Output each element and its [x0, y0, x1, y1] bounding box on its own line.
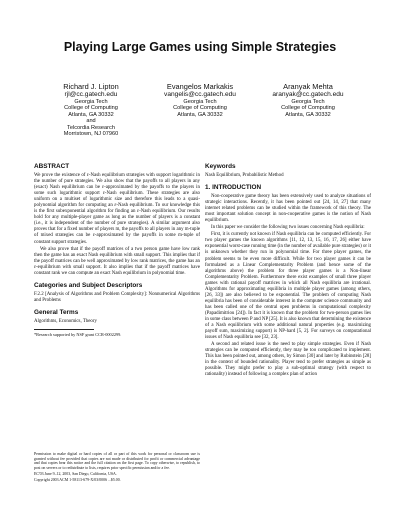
author-affiliation: Atlanta, GA 30332 — [177, 111, 223, 118]
author-name: Evangelos Markakis — [166, 82, 234, 91]
right-column — [205, 163, 371, 379]
author-block — [145, 82, 255, 118]
copyright-line: Copyright 2003 ACM 1-58113-679-X/03/0006 ...$5.00. — [34, 477, 121, 482]
author-email: rjl@cc.gatech.edu — [64, 91, 118, 98]
author-block — [36, 82, 146, 137]
general-terms-heading: General Terms — [34, 308, 79, 316]
keywords-heading: Keywords — [205, 163, 236, 170]
author-affiliation: Georgia Tech — [291, 99, 325, 105]
author-affiliation: College of Computing — [64, 105, 118, 112]
abstract-paragraph: We prove the existence of ε-Nash equilibrium strategies with support logarithmic in the number of pure strategies. We also show that the payoffs to all players in any (exact) Nash equilibrium can be ε-approximated by the payoffs to the players in some such logarithmic support ε-Nash equilibrium. These strategies are also uniform on a multiset of logarithmic size and therefore this leads to a quasi-polynomial algorithm for computing an ε-Nash equilibrium. To our knowledge this is the first subexponential algorithm for finding an ε-Nash equilibrium. Our results hold for any multiple-player game as long as the number of players is a constant (i.e., it is independent of the number of pure strategies). A similar argument also proves that for a fixed number of players m, the payoffs to all players in any m-tuple of mixed strategies can be ε-approximated by the payoffs in some m-tuple of constant support strategies. — [34, 173, 200, 245]
author-affiliation: Morristown, NJ 07960 — [63, 131, 119, 138]
author-affiliation: and — [86, 118, 96, 125]
author-affiliation: Georgia Tech — [183, 99, 217, 105]
author-email: vangelis@cc.gatech.edu — [164, 91, 236, 98]
intro-paragraph: In this paper we consider the following two issues concerning Nash equilibria: — [211, 225, 365, 231]
permission-notice — [34, 452, 200, 483]
author-affiliation: Telcordia Research — [67, 124, 115, 131]
author-name: Aranyak Mehta — [283, 82, 333, 91]
author-affiliation: Atlanta, GA 30332 — [285, 111, 331, 118]
categories-heading: Categories and Subject Descriptors — [34, 281, 143, 289]
general-terms-text: Algorithms, Economics, Theory — [34, 318, 97, 324]
abstract-paragraph: We also prove that if the payoff matrices of a two person game have low rank then the game has an exact Nash equilibrium with small support. This implies that if the payoff matrices can be well approximated by low rank matrices, the game has an ε-equilibrium with small support. It also implies that if the payoff matrices have constant rank we can compute an exact Nash equilibrium in polynomial time. — [34, 246, 200, 276]
author-affiliation: College of Computing — [281, 105, 335, 112]
author-affiliation: Atlanta, GA 30332 — [68, 111, 114, 118]
keywords-text: Nash Equilibrium, Probabilistic Method — [205, 173, 284, 178]
intro-paragraph: First, it is currently not known if Nash equilibria can be computed efficiently. For two player games the known algorithms [11, 12, 13, 15, 16, 17, 26] either have exponential worst-case running time (in the number of available pure strategies) or it is unknown whether they run in polynomial time. For three player games, the problem seems to be even more difficult. While for two player games it can be formulated as a Linear Complementarity Problem (and hence some of the algorithms above) the problem for three player games is a Non-linear Complementarity Problem. Furthermore there exist examples of small three player games with rational payoff matrices in which all Nash equilibria are irrational. Algorithms for approximating equilibria in multiple player games (among others, [26, 33]) are also believed to be exponential. The problem of computing Nash equilibria has been of considerable interest in the computer science community and has been called one of the central open problems in computational complexity (Papadimitriou [24]). In fact it is known that the problem for two-person games lies in some class between P and NP [25]. It is also known that determining the existence of a Nash equilibrium with some additional natural properties (e.g. maximizing payoff sum, maximizing support) is NP-hard [5, 2]. For surveys on computational issues of Nash equilibria see [32, 23]. — [205, 232, 371, 341]
author-affiliation: Georgia Tech — [74, 99, 108, 105]
paper-title: Playing Large Games using Simple Strategies — [63, 40, 337, 54]
categories-text: F.2.2 [Analysis of Algorithms and Problem Complexity]: Nonnumerical Algorithms and Problems — [34, 291, 200, 303]
section-heading: 1. INTRODUCTION — [205, 184, 262, 192]
abstract-heading: ABSTRACT — [34, 163, 70, 170]
left-column — [34, 163, 200, 338]
author-affiliation: College of Computing — [173, 105, 227, 112]
author-block — [252, 82, 364, 118]
author-email: aranyak@cc.gatech.edu — [272, 91, 344, 98]
permission-text: Permission to make digital or hard copies of all or part of this work for personal or classroom use is granted without fee provided that copies are not made or distributed for profit or commercial advantage and that copies bear this notice and the full citation on the first page. To copy otherwise, to republish, to post on servers or to redistribute to lists, requires prior specific permission and/or a fee. — [34, 452, 200, 471]
author-name: Richard J. Lipton — [63, 82, 119, 91]
footnote-rule — [34, 329, 94, 330]
intro-paragraph: A second and related issue is the need to play simple strategies. Even if Nash strategies can be computed efficiently, they may be too complicated to implement. This has been pointed out, among others, by Simon [30] and later by Rubinstein [28] in the context of bounded rationality. Player tend to prefer strategies as simple as possible. They might prefer to play a sub-optimal strategy (with respect to rationality) instead of following a complex plan of action — [205, 342, 371, 378]
intro-paragraph: Non-cooperative game theory has been extensively used to analyze situations of strategic interactions. Recently, it has been pointed out [24, 14, 27] that many internet related problems can be studied within the framework of this theory. The most important solution concept in non-cooperative games is the notion of Nash equilibrium. — [205, 194, 371, 224]
footnote: *Research supported by NSF grant CCR-0002299. — [34, 331, 122, 337]
conference-line: EC'03 June 9–12, 2003, San Diego, California, USA. — [34, 471, 117, 476]
